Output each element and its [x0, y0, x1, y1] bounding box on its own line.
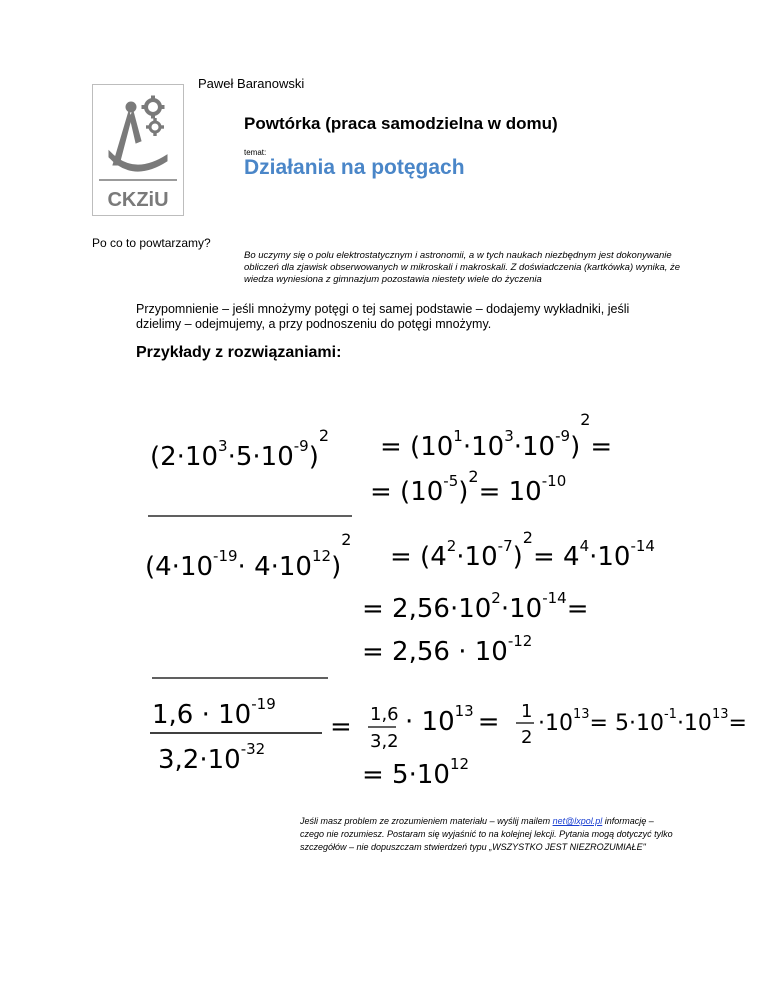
svg-text:= (42·10-7)2= 44·10-14: = $(4^2\cdot 10^{-7})^2= 4^4\cdot 10^{-14}$	[390, 528, 655, 572]
ex3-result: = 5·10	[362, 760, 450, 790]
subject-heading: Działania na potęgach	[244, 156, 465, 179]
temat-label: temat:	[244, 148, 267, 157]
contact-note-text-2: informację – czego nie rozumiesz. Postaram się wyjaśnić to na kolejnej lekcji. Pytania mogą dotyczyć tylko szczegółów – nie dopuszczam stwierdzeń typu „WSZYSTKO JEST NIEZROZUMIAŁE"	[300, 816, 673, 852]
handwritten-solutions	[130, 385, 747, 795]
example-1	[150, 410, 612, 507]
email-link[interactable]: net@lxpol.pl	[552, 816, 603, 826]
why-answer: Bo uczymy się o polu elektrostatycznym i astronomii, a w tych naukach niezbędnym jest dokonywanie obliczeń dla zjawisk obserwowanych w mikroskali i makroskali. Z doświadczenia (kartkówka) wynika, że wiedza wyniesiona z gimnazjum pozostawia niestety wiele do życzenia	[244, 250, 681, 285]
svg-text:1,6 · 10-19: $1,6 \cdot 10^{-19}$	[152, 695, 276, 730]
svg-text:= 5·1012: = $5\cdot 10^{12}$	[362, 755, 470, 790]
example-3	[150, 695, 747, 790]
svg-text:= (101·103·10-9)2=: = $(10^1\cdot 10^3\cdot 10^{-9})^2=$	[380, 410, 613, 462]
logo-text: CKZiU	[107, 189, 169, 211]
svg-text:= 2,56·102·10-14=: = $2,56\cdot 10^2\cdot 10^{-14}=$	[362, 589, 589, 624]
school-logo	[92, 84, 184, 216]
ex2-rhs: = (4	[390, 542, 447, 572]
ex2-term: (4·10	[145, 552, 214, 582]
svg-text:= 2,56 · 10-12: = $2,56 \cdot 10^{-12}$	[362, 632, 533, 667]
ex3-denominator: 3,2·10	[158, 745, 241, 775]
ex2-result: = 2,56 · 10	[362, 637, 508, 667]
svg-text:3,2·10-32: $3,2\cdot 10^{-32}$	[158, 740, 266, 775]
svg-text:(4·10-19· 4·1012)2: $(4\cdot 10^{-19}\cdot 4\cdot 10^{12})^2$	[145, 530, 352, 582]
svg-text:· 1013=: · $10^{13}$ =	[405, 702, 500, 737]
page-title: Powtórka (praca samodzielna w domu)	[244, 114, 558, 133]
ex3-frac-num: 1,6	[370, 704, 399, 725]
ex1-result: = (10	[370, 477, 444, 507]
author-name: Paweł Baranowski	[198, 76, 305, 91]
svg-text:·1013= 5·10-1·1013=: $\cdot 10^{13}= 5\cdot 10^{-1}\cdot 10^{13}=$	[538, 707, 747, 736]
ex2-step: = 2,56·10	[362, 594, 492, 624]
svg-text:= (10-5)2= 10-10: = $(10^{-5})^2= 10^{-10}$	[370, 467, 567, 507]
ex3-frac-den: 3,2	[370, 731, 399, 752]
ex3-half-den: 2	[521, 727, 533, 748]
ex3-half-num: 1	[521, 701, 533, 722]
contact-note	[300, 815, 680, 854]
why-question: Po co to powtarzamy?	[92, 236, 211, 250]
ex1-rhs: = (10	[380, 432, 454, 462]
ex3-equals: =	[330, 712, 352, 742]
contact-note-text: Jeśli masz problem ze zrozumieniem materiału – wyślij mailem	[300, 816, 553, 826]
rule-reminder: Przypomnienie – jeśli mnożymy potęgi o tej samej podstawie – dodajemy wykładniki, jeśli dzielimy – odejmujemy, a przy podnoszeniu do potęgi mnożymy.	[136, 302, 630, 331]
examples-heading: Przykłady z rozwiązaniami:	[136, 344, 342, 361]
svg-text:(2·103·5·10-9)2: $(2\cdot 10^3\cdot 5\cdot 10^{-9})^2$	[150, 426, 330, 472]
ex1-term: (2·10	[150, 442, 219, 472]
example-2	[145, 528, 655, 667]
ex3-numerator: 1,6 · 10	[152, 700, 252, 730]
